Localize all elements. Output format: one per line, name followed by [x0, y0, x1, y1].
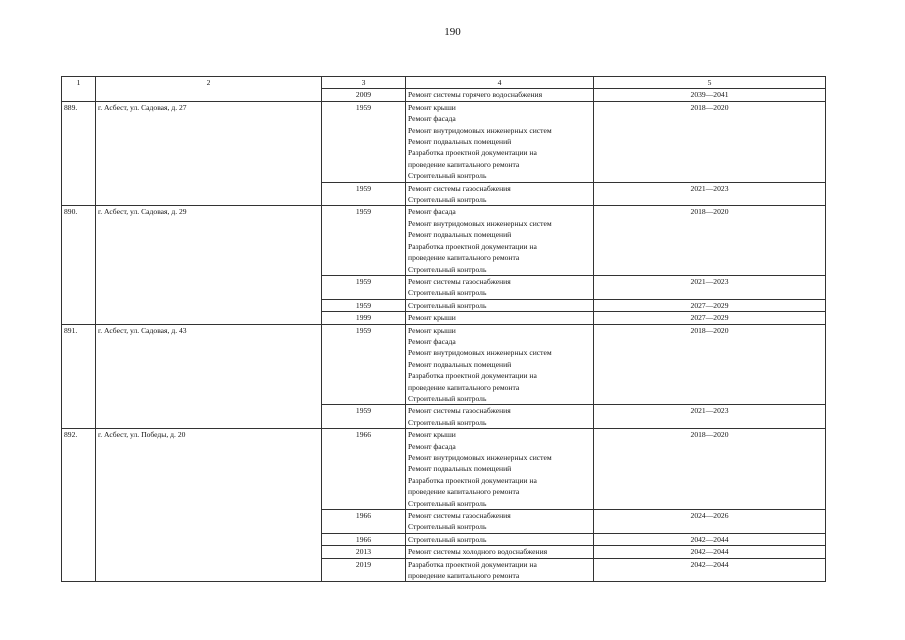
row-number-cell — [62, 182, 96, 206]
table-row — [62, 182, 826, 206]
address-cell — [96, 182, 322, 206]
work-item: Строительный контроль — [408, 264, 487, 274]
row-number-cell: 892. — [62, 429, 96, 510]
work-item: Строительный контроль — [408, 300, 487, 310]
header-col-3: 3 — [322, 77, 406, 89]
work-item: Ремонт внутридомовых инженерных систем — [408, 453, 552, 462]
table-row — [62, 312, 826, 324]
period-cell: 2027—2029 — [594, 299, 826, 311]
works-cell — [406, 299, 594, 311]
header-col-2: 2 — [96, 77, 322, 89]
year-cell: 1959 — [322, 405, 406, 429]
header-col-5: 5 — [594, 77, 826, 89]
address-cell: г. Асбест, ул. Победы, д. 20 — [96, 429, 322, 510]
page-number: 190 — [444, 26, 461, 38]
works-cell — [406, 546, 594, 558]
row-number-cell: 890. — [62, 206, 96, 275]
period-cell: 2042—2044 — [594, 558, 826, 582]
work-item: Ремонт крыши — [408, 313, 456, 323]
work-item: Ремонт подвальных помещений — [408, 464, 512, 474]
year-cell: 1959 — [322, 275, 406, 299]
works-cell — [406, 405, 594, 429]
year-cell: 1966 — [322, 429, 406, 510]
work-item: Ремонт системы газоснабжения — [408, 276, 511, 286]
work-item: Ремонт фасада — [408, 336, 456, 346]
work-item: Строительный контроль — [408, 534, 487, 544]
work-item: Ремонт крыши — [408, 325, 456, 335]
works-cell — [406, 101, 594, 182]
work-item: Строительный контроль — [408, 522, 487, 532]
work-item: Ремонт крыши — [408, 102, 456, 112]
address-cell: г. Асбест, ул. Садовая, д. 43 — [96, 324, 322, 405]
address-cell — [96, 89, 322, 101]
address-cell — [96, 533, 322, 545]
work-item: Ремонт внутридомовых инженерных систем — [408, 125, 552, 135]
works-cell — [406, 206, 594, 275]
work-item: Ремонт подвальных помещений — [408, 137, 512, 147]
work-item: Ремонт системы холодного водоснабжения — [408, 547, 548, 557]
row-number-cell: 891. — [62, 324, 96, 405]
year-cell: 1959 — [322, 324, 406, 405]
row-number-cell — [62, 510, 96, 534]
work-item: Строительный контроль — [408, 195, 487, 205]
table-row — [62, 101, 826, 182]
work-item: проведение капитального ремонта — [408, 487, 520, 497]
year-cell: 2019 — [322, 558, 406, 582]
table-body — [62, 77, 826, 582]
row-number-cell — [62, 275, 96, 299]
year-cell: 1966 — [322, 510, 406, 534]
work-item: Ремонт системы газоснабжения — [408, 511, 511, 521]
work-item: проведение капитального ремонта — [408, 382, 520, 392]
table-row — [62, 429, 826, 510]
period-cell: 2018—2020 — [594, 324, 826, 405]
header-col-4: 4 — [406, 77, 594, 89]
works-cell — [406, 324, 594, 405]
work-item: Ремонт системы горячего водоснабжения — [408, 90, 543, 100]
period-cell: 2042—2044 — [594, 533, 826, 545]
row-number-cell — [62, 405, 96, 429]
works-cell — [406, 510, 594, 534]
address-cell — [96, 405, 322, 429]
year-cell: 1959 — [322, 101, 406, 182]
address-cell — [96, 299, 322, 311]
table-row — [62, 510, 826, 534]
repair-schedule-table — [61, 76, 826, 582]
work-item: Разработка проектной документации на — [408, 475, 537, 485]
work-item: Разработка проектной документации на — [408, 148, 537, 158]
table-row — [62, 89, 826, 101]
work-item: Ремонт фасада — [408, 207, 456, 217]
period-cell: 2018—2020 — [594, 101, 826, 182]
period-cell: 2042—2044 — [594, 546, 826, 558]
work-item: Строительный контроль — [408, 417, 487, 427]
table-row — [62, 299, 826, 311]
work-item: Разработка проектной документации на — [408, 371, 537, 381]
period-cell: 2018—2020 — [594, 206, 826, 275]
table-row — [62, 324, 826, 405]
table-row — [62, 558, 826, 582]
works-cell — [406, 558, 594, 582]
year-cell: 1959 — [322, 206, 406, 275]
work-item: Строительный контроль — [408, 498, 487, 508]
year-cell: 2013 — [322, 546, 406, 558]
row-number-cell — [62, 558, 96, 582]
table-header-row — [62, 77, 826, 89]
work-item: проведение капитального ремонта — [408, 159, 520, 169]
row-number-cell — [62, 546, 96, 558]
period-cell: 2021—2023 — [594, 405, 826, 429]
row-number-cell — [62, 312, 96, 324]
work-item: Ремонт фасада — [408, 114, 456, 124]
table-row — [62, 533, 826, 545]
works-cell — [406, 429, 594, 510]
header-col-1: 1 — [62, 77, 96, 89]
address-cell — [96, 558, 322, 582]
work-item: Строительный контроль — [408, 288, 487, 298]
address-cell — [96, 510, 322, 534]
year-cell: 1966 — [322, 533, 406, 545]
works-cell — [406, 89, 594, 101]
row-number-cell: 889. — [62, 101, 96, 182]
period-cell: 2021—2023 — [594, 182, 826, 206]
period-cell: 2021—2023 — [594, 275, 826, 299]
work-item: Разработка проектной документации на — [408, 241, 537, 251]
address-cell — [96, 275, 322, 299]
year-cell: 2009 — [322, 89, 406, 101]
period-cell: 2024—2026 — [594, 510, 826, 534]
work-item: Ремонт системы газоснабжения — [408, 183, 511, 193]
work-item: проведение капитального ремонта — [408, 253, 520, 263]
work-item: Разработка проектной документации на — [408, 559, 537, 569]
work-item: Ремонт подвальных помещений — [408, 230, 512, 240]
period-cell: 2027—2029 — [594, 312, 826, 324]
year-cell: 1999 — [322, 312, 406, 324]
period-cell: 2039—2041 — [594, 89, 826, 101]
row-number-cell — [62, 89, 96, 101]
work-item: Ремонт внутридомовых инженерных систем — [408, 348, 552, 358]
works-cell — [406, 182, 594, 206]
work-item: Ремонт фасада — [408, 441, 456, 451]
address-cell: г. Асбест, ул. Садовая, д. 29 — [96, 206, 322, 275]
row-number-cell — [62, 533, 96, 545]
works-cell — [406, 533, 594, 545]
table-row — [62, 405, 826, 429]
work-item: Ремонт крыши — [408, 430, 456, 440]
address-cell — [96, 546, 322, 558]
row-number-cell — [62, 299, 96, 311]
table-row — [62, 546, 826, 558]
works-cell — [406, 275, 594, 299]
work-item: проведение капитального ремонта — [408, 571, 520, 581]
year-cell: 1959 — [322, 182, 406, 206]
address-cell — [96, 312, 322, 324]
work-item: Строительный контроль — [408, 171, 487, 181]
works-cell — [406, 312, 594, 324]
work-item: Ремонт подвальных помещений — [408, 359, 512, 369]
table-row — [62, 206, 826, 275]
period-cell: 2018—2020 — [594, 429, 826, 510]
address-cell: г. Асбест, ул. Садовая, д. 27 — [96, 101, 322, 182]
year-cell: 1959 — [322, 299, 406, 311]
work-item: Ремонт системы газоснабжения — [408, 406, 511, 416]
work-item: Ремонт внутридомовых инженерных систем — [408, 218, 552, 228]
table-row — [62, 275, 826, 299]
work-item: Строительный контроль — [408, 393, 487, 403]
